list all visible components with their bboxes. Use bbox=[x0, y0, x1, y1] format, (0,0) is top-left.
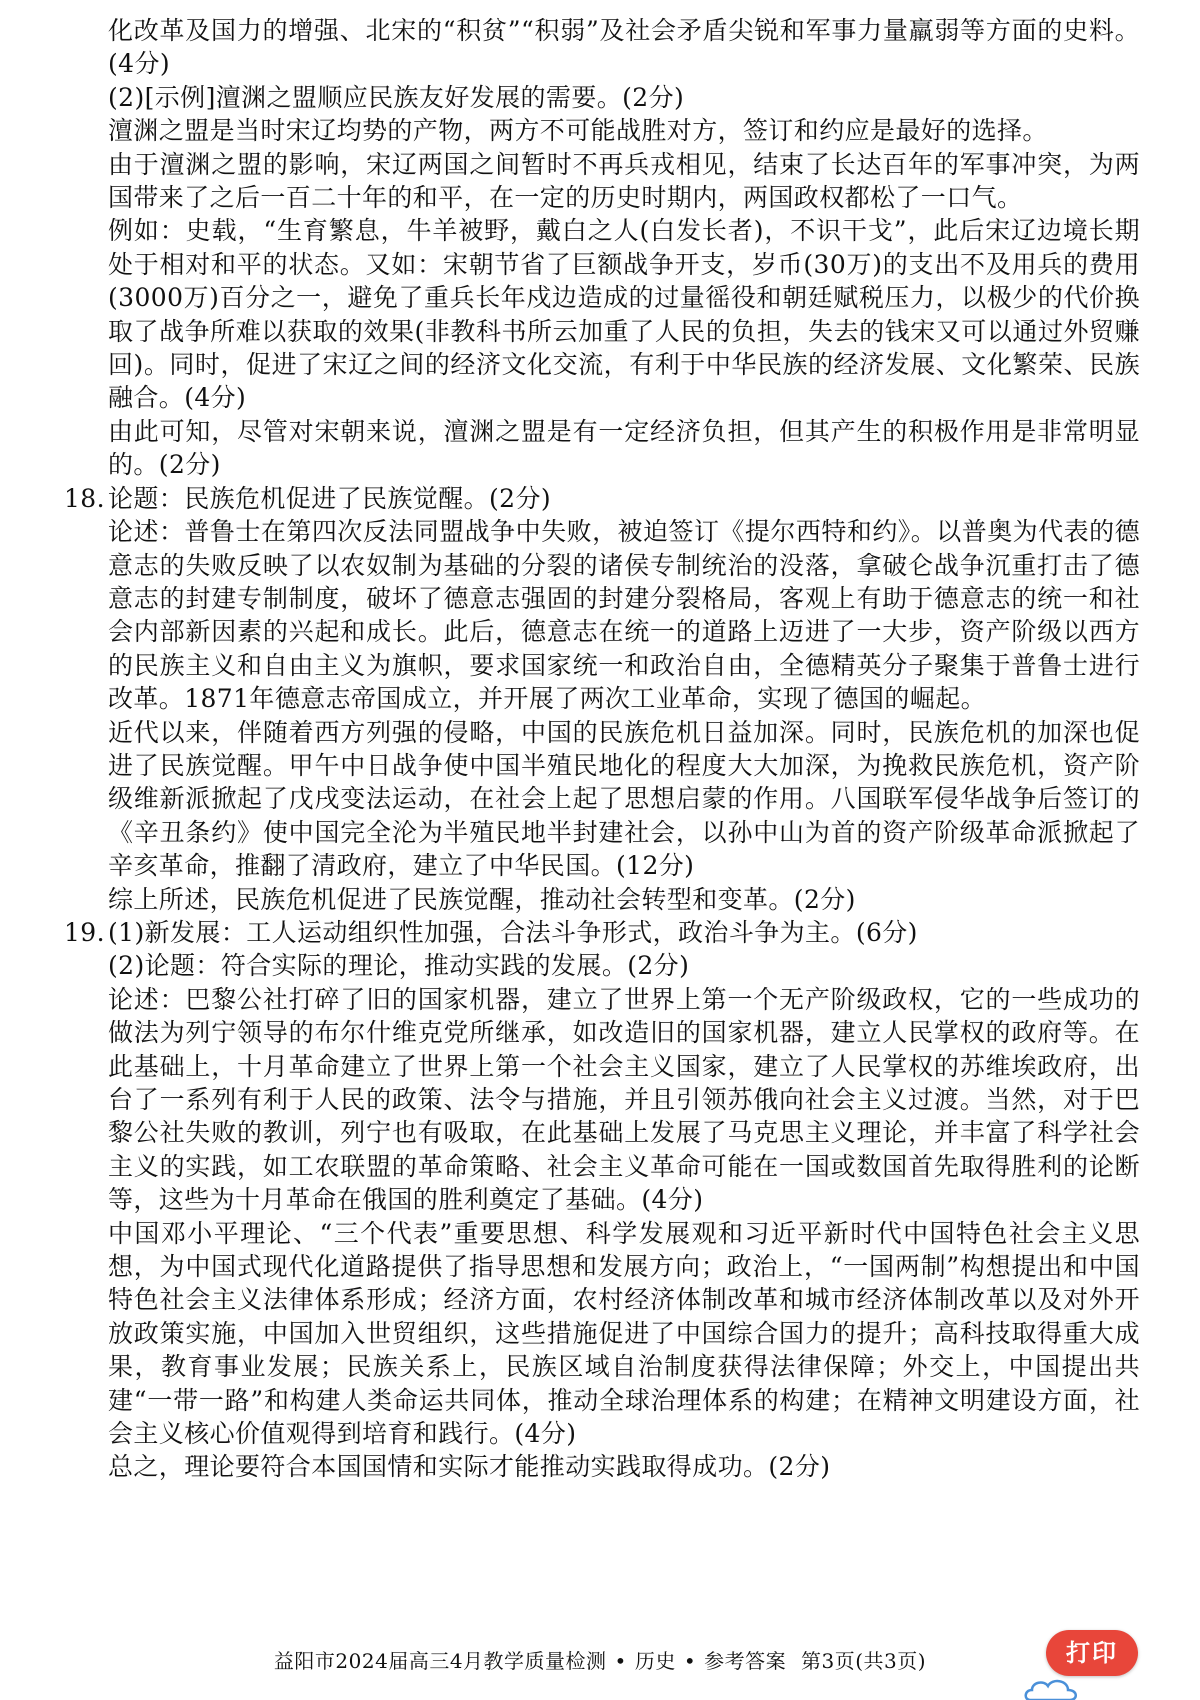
paragraph: 论述：巴黎公社打碎了旧的国家机器，建立了世界上第一个无产阶级政权，它的一些成功的做法为列宁领导的布尔什维克党所继承，如改造旧的国家机器，建立人民掌权的政府等。在此基础上，十月革命建立了世界上第一个社会主义国家，建立了人民掌权的苏维埃政府，出台了一系列有利于人民的政策、法令与措施，并且引领苏俄向社会主义过渡。当然，对于巴黎公社失败的教训，列宁也有吸取，在此基础上发展了马克思主义理论，并丰富了科学社会主义的实践，如工农联盟的革命策略、社会主义革命可能在一国或数国首先取得胜利的论断等，这些为十月革命在俄国的胜利奠定了基础。(4分) bbox=[108, 984, 1140, 1215]
paragraph: (1)新发展：工人运动组织性加强，合法斗争形式，政治斗争为主。(6分) bbox=[108, 917, 918, 947]
paragraph: 总之，理论要符合本国国情和实际才能推动实践取得成功。(2分) bbox=[108, 1452, 831, 1482]
print-button[interactable] bbox=[1046, 1630, 1138, 1676]
footer-exam: 益阳市2024届高三4月教学质量检测 bbox=[273, 1649, 607, 1673]
question-19 bbox=[64, 916, 1140, 1484]
footer-doc-type: 参考答案 bbox=[704, 1649, 787, 1673]
question-number: 18. bbox=[64, 483, 105, 513]
answer-content bbox=[64, 14, 1140, 1484]
question-number: 19. bbox=[64, 917, 105, 947]
cloud-icon bbox=[1022, 1676, 1082, 1700]
footer-subject: 历史 bbox=[634, 1649, 676, 1673]
paragraph: 由此可知，尽管对宋朝来说，澶渊之盟是有一定经济负担，但其产生的积极作用是非常明显的。(2分) bbox=[108, 416, 1140, 480]
footer-page-number: 第3页(共3页) bbox=[801, 1649, 927, 1673]
paragraph: 中国邓小平理论、“三个代表”重要思想、科学发展观和习近平新时代中国特色社会主义思想，为中国式现代化道路提供了指导思想和发展方向；政治上，“一国两制”构想提出和中国特色社会主义法律体系形成；经济方面，农村经济体制改革和城市经济体制改革以及对外开放政策实施，中国加入世贸组织，这些措施促进了中国综合国力的提升；高科技取得重大成果，教育事业发展；民族关系上，民族区域自治制度获得法律保障；外交上，中国提出共建“一带一路”和构建人类命运共同体，推动全球治理体系的构建；在精神文明建设方面，社会主义核心价值观得到培育和践行。(4分) bbox=[108, 1218, 1140, 1449]
paragraph: 例如：史载，“生育繁息，牛羊被野，戴白之人(白发长者)，不识干戈”，此后宋辽边境长期处于相对和平的状态。又如：宋朝节省了巨额战争开支，岁币(30万)的支出不及用兵的费用(3000万)百分之一，避免了重兵长年戍边造成的过量徭役和朝廷赋税压力，以极少的代价换取了战争所难以获取的效果(非教科书所云加重了人民的负担，失去的钱宋又可以通过外贸赚回)。同时，促进了宋辽之间的经济文化交流，有利于中华民族的经济发展、文化繁荣、民族融合。(4分) bbox=[108, 216, 1140, 413]
print-button-label: 打印 bbox=[1066, 1639, 1118, 1667]
paragraph: 澶渊之盟是当时宋辽均势的产物，两方不可能战胜对方，签订和约应是最好的选择。 bbox=[108, 116, 1048, 146]
paragraph: (2)[示例]澶渊之盟顺应民族友好发展的需要。(2分) bbox=[108, 82, 685, 112]
paragraph: (2)论题：符合实际的理论，推动实践的发展。(2分) bbox=[108, 951, 690, 981]
paragraph: 论述：普鲁士在第四次反法同盟战争中失败，被迫签订《提尔西特和约》。以普奥为代表的德意志的失败反映了以农奴制为基础的分裂的诸侯专制统治的没落，拿破仑战争沉重打击了德意志的封建专制制度，破坏了德意志强固的封建分裂格局，客观上有助于德意志的统一和社会内部新因素的兴起和成长。此后，德意志在统一的道路上迈进了一大步，资产阶级以西方的民族主义和自由主义为旗帜，要求国家统一和政治自由，全德精英分子聚集于普鲁士进行改革。1871年德意志帝国成立，并开展了两次工业革命，实现了德国的崛起。 bbox=[108, 517, 1140, 714]
paragraph: 综上所述，民族危机促进了民族觉醒，推动社会转型和变革。(2分) bbox=[108, 884, 856, 914]
page-footer bbox=[0, 1645, 1200, 1674]
paragraph: 近代以来，伴随着西方列强的侵略，中国的民族危机日益加深。同时，民族危机的加深也促进了民族觉醒。甲午中日战争使中国半殖民地化的程度大大加深，为挽救民族危机，资产阶级维新派掀起了戊戌变法运动，在社会上起了思想启蒙的作用。八国联军侵华战争后签订的《辛丑条约》使中国完全沦为半殖民地半封建社会，以孙中山为首的资产阶级革命派掀起了辛亥革命，推翻了清政府，建立了中华民国。(12分) bbox=[108, 717, 1140, 881]
question-18 bbox=[64, 482, 1140, 916]
footer-separator: • bbox=[614, 1649, 627, 1673]
paragraph: 化改革及国力的增强、北宋的“积贫”“积弱”及社会矛盾尖锐和军事力量羸弱等方面的史料。(4分) bbox=[108, 16, 1140, 79]
paragraph: 论题：民族危机促进了民族觉醒。(2分) bbox=[108, 483, 552, 513]
paragraph: 由于澶渊之盟的影响，宋辽两国之间暂时不再兵戎相见，结束了长达百年的军事冲突，为两国带来了之后一百二十年的和平，在一定的历史时期内，两国政权都松了一口气。 bbox=[108, 149, 1140, 213]
footer-separator: • bbox=[683, 1649, 697, 1673]
